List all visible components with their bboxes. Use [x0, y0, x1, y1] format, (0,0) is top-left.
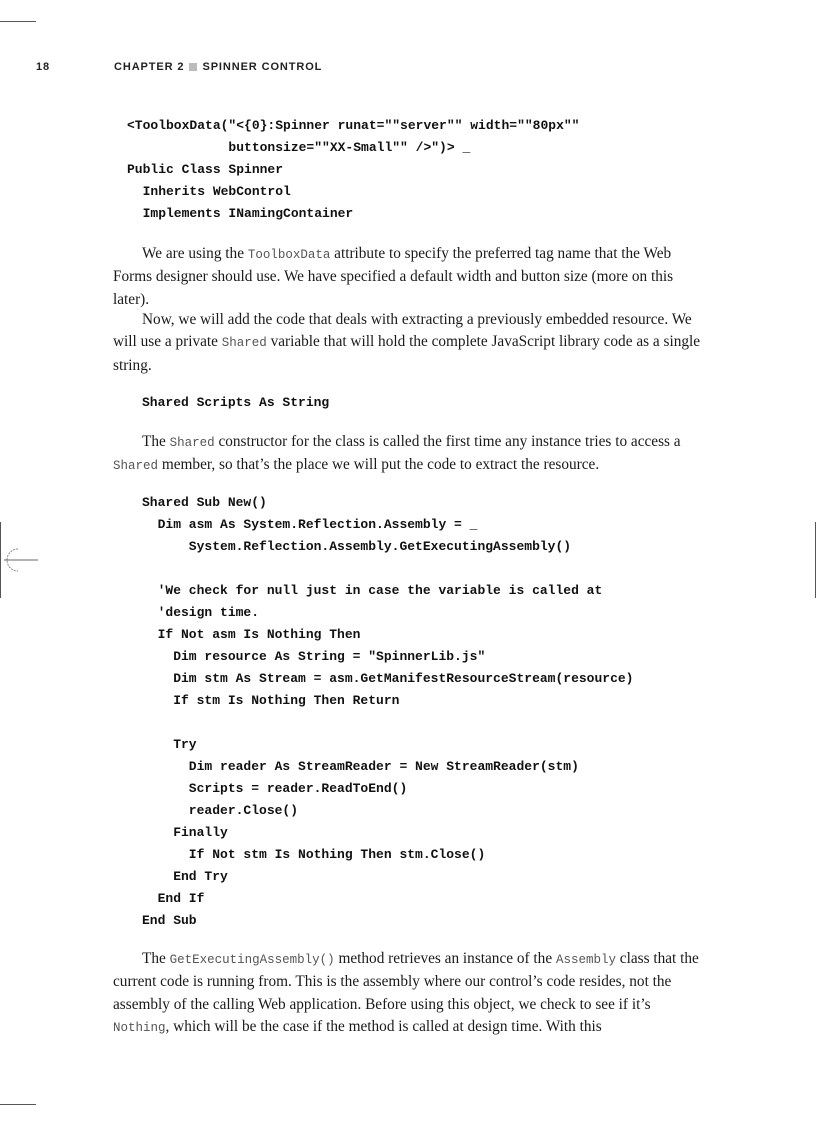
- page-number: 18: [36, 61, 51, 73]
- separator-square-icon: [189, 63, 197, 71]
- inline-code: Shared: [169, 436, 215, 450]
- chapter-title: SPINNER CONTROL: [202, 61, 323, 73]
- trim-mark-left-vertical: [0, 522, 1, 598]
- paragraph-embedded-resource: Now, we will add the code that deals with extracting a previously embedded resource. We will use a private Shared variable that will hold the complete JavaScript library code as a single string.: [113, 311, 701, 374]
- inline-code: Shared: [113, 459, 159, 474]
- chapter-heading: [114, 61, 322, 73]
- inline-code: Nothing: [113, 1020, 166, 1035]
- trim-mark-bottom-left: [0, 1104, 36, 1105]
- paragraph-getexecutingassembly: The GetExecutingAssembly() method retrieves an instance of the Assembly class that the current code is running from. This is the assembly where our control’s code resides, not the assembly of the calling Web application. Before using this object, we check to see if it’s Nothing, which will be the case if the method is called at design time. With this: [113, 950, 699, 1035]
- registration-mark-icon: [4, 546, 38, 574]
- inline-code: Assembly: [555, 953, 616, 967]
- paragraph-shared-constructor: The Shared constructor for the class is called the first time any instance tries to access a Shared member, so that’s the place we will put the code to extract the resource.: [113, 433, 681, 474]
- code-shared-constructor: Shared Sub New() Dim asm As System.Reflection.Assembly = _ System.Reflection.Assembly.GetExecutingAssembly() 'We check for null just in case the variable is called at 'design time. If Not asm Is Nothing Then Dim resource As String = "SpinnerLib.js" Dim stm As Stream = asm.GetManifestResourceStream(resource) If stm Is Nothing Then Return Try Dim reader As StreamReader = New StreamReader(stm) Scripts = reader.ReadToEnd() reader.Close() Finally If Not stm Is Nothing Then stm.Close() End Try End If End Sub: [142, 495, 634, 928]
- chapter-label: CHAPTER 2: [114, 61, 185, 73]
- inline-code: ToolboxData: [247, 248, 331, 262]
- inline-code: GetExecutingAssembly(): [169, 953, 335, 967]
- code-shared-variable: Shared Scripts As String: [142, 395, 330, 410]
- trim-mark-top-left: [0, 21, 36, 22]
- inline-code: Shared: [221, 336, 267, 351]
- code-class-declaration: <ToolboxData("<{0}:Spinner runat=""server"" width=""80px"" buttonsize=""XX-Small"" />")> _ Public Class Spinner Inherits WebControl Implements INamingContainer: [127, 118, 580, 221]
- paragraph-toolboxdata: We are using the ToolboxData attribute to specify the preferred tag name that the Web Forms designer should use. We have specified a default width and button size (more on this later).: [113, 245, 674, 308]
